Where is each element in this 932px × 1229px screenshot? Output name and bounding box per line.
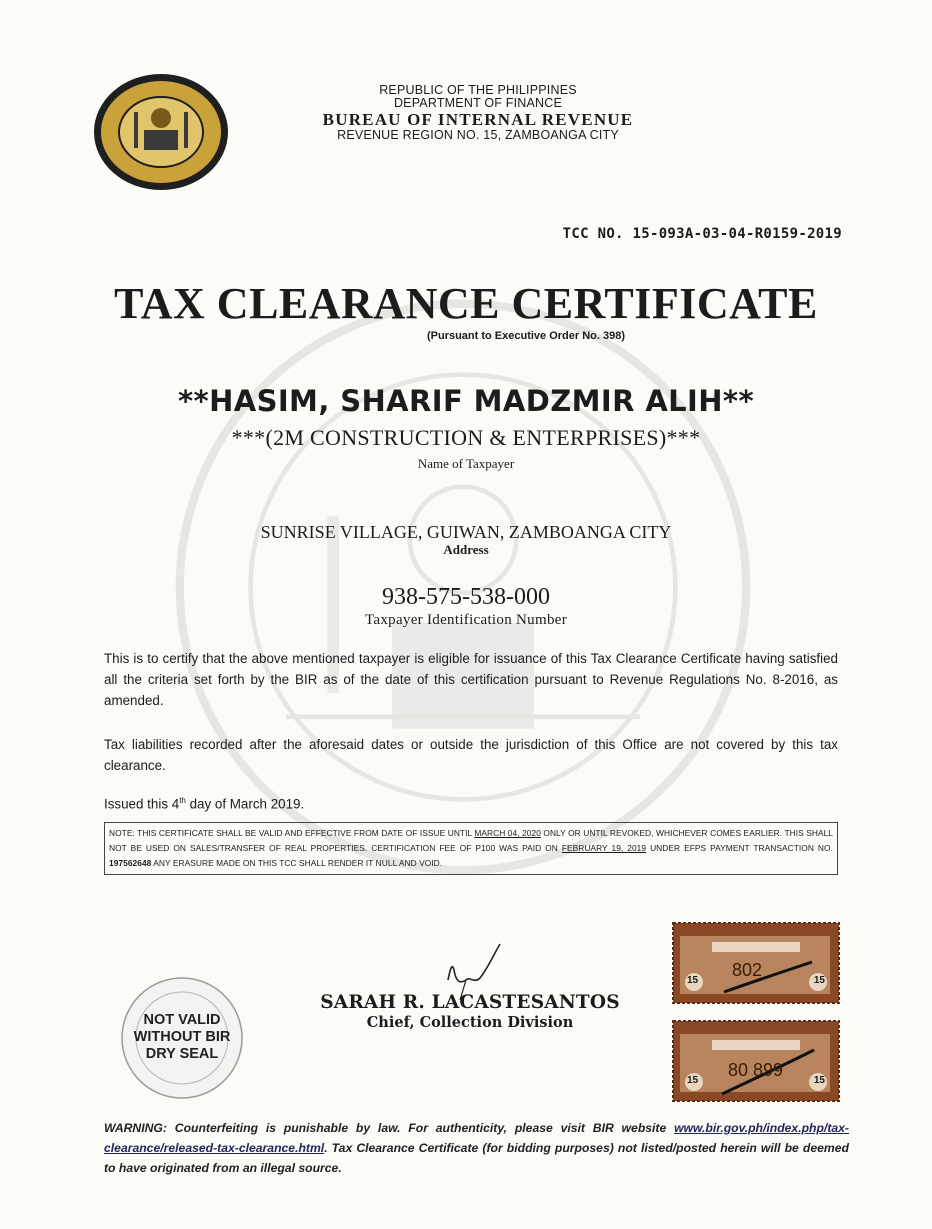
- header-republic: REPUBLIC OF THE PHILIPPINES: [379, 83, 577, 97]
- counterfeit-warning: [104, 1118, 849, 1178]
- issued-prefix: Issued this 4: [104, 796, 180, 812]
- stamp-2-denom-right: 15: [813, 1075, 825, 1086]
- note-part2: ONLY OR UNTIL REVOKED, WHICHEVER COMES EARLIER. THIS SHALL NOT BE USED ON SALES/TRANSFER OF REAL PROPERTIES. CERTIFICATION FEE OF P100 WAS PAID ON: [109, 828, 833, 853]
- dry-seal-notice: [120, 976, 244, 1100]
- page-subtitle: (Pursuant to Executive Order No. 398): [426, 330, 626, 342]
- issued-date: [104, 790, 838, 814]
- certification-paragraph: This is to certify that the above mentioned taxpayer is eligible for issuance of this Tax Clearance Certificate having satisfied all the criteria set forth by the BIR as of the date of this certification pursuant to Revenue Regulations No. 8-2016, as amended.: [104, 651, 838, 708]
- tin-caption: Taxpayer Identification Number: [364, 612, 568, 628]
- coverage-paragraph: Tax liabilities recorded after the aforesaid dates or outside the jurisdiction of this Office are not covered by this tax clearance.: [104, 737, 838, 773]
- stamp-1-denom-left: 15: [687, 975, 699, 986]
- tcc-number: TCC NO. 15-093A-03-04-R0159-2019: [562, 226, 842, 242]
- warning-part1: Counterfeiting is punishable by law. For authenticity, please visit BIR website: [166, 1121, 675, 1135]
- note-valid-until: MARCH 04, 2020: [474, 828, 541, 838]
- note-transaction-no: 197562648: [109, 858, 152, 868]
- stamp-2-denom-left: 15: [687, 1075, 699, 1086]
- page-title: TAX CLEARANCE CERTIFICATE: [114, 279, 818, 328]
- taxpayer-tin: 938-575-538-000: [382, 584, 550, 610]
- header-bureau: BUREAU OF INTERNAL REVENUE: [322, 110, 634, 130]
- stamp-1-denom-right: 15: [813, 975, 825, 986]
- dry-seal-line3: DRY SEAL: [145, 1046, 219, 1062]
- documentary-stamp-1: [672, 922, 840, 1004]
- header-region: REVENUE REGION NO. 15, ZAMBOANGA CITY: [337, 128, 619, 143]
- warning-part2: . Tax Clearance Certificate (for bidding purposes) not listed/posted herein will be deemed to have originated from an illegal source.: [104, 1141, 849, 1175]
- note-part3: UNDER EFPS PAYMENT TRANSACTION NO.: [646, 843, 833, 853]
- documentary-stamp-2: [672, 1020, 840, 1102]
- taxpayer-name: **HASIM, SHARIF MADZMIR ALIH**: [177, 384, 755, 418]
- note-part4: ANY ERASURE MADE ON THIS TCC SHALL RENDER IT NULL AND VOID.: [151, 858, 443, 868]
- address-caption: Address: [443, 542, 489, 557]
- signatory-block: [300, 992, 640, 1031]
- signatory-title: Chief, Collection Division: [366, 1014, 574, 1031]
- bir-seal-logo-icon: [92, 72, 230, 192]
- dry-seal-line2: WITHOUT BIR: [133, 1029, 231, 1045]
- agency-header: [278, 84, 678, 142]
- dry-seal-line1: NOT VALID: [143, 1012, 221, 1028]
- note-part1: NOTE: THIS CERTIFICATE SHALL BE VALID AND EFFECTIVE FROM DATE OF ISSUE UNTIL: [109, 828, 475, 838]
- header-department: DEPARTMENT OF FINANCE: [393, 96, 563, 111]
- warning-label: WARNING:: [104, 1121, 167, 1135]
- taxpayer-address: SUNRISE VILLAGE, GUIWAN, ZAMBOANGA CITY: [260, 522, 672, 542]
- validity-note: [104, 822, 838, 875]
- name-caption: Name of Taxpayer: [417, 456, 515, 471]
- stamp-2-serial: 80 899: [728, 1060, 784, 1080]
- note-paid-on: FEBRUARY 19, 2019: [561, 843, 647, 853]
- signatory-name: SARAH R. LACASTESANTOS: [320, 992, 620, 1013]
- issued-sup: th: [179, 796, 186, 805]
- taxpayer-business: ***(2M CONSTRUCTION & ENTERPRISES)***: [231, 425, 701, 450]
- stamp-1-serial: 802: [732, 960, 763, 980]
- issued-suffix: day of March 2019.: [185, 796, 305, 812]
- bir-website-link[interactable]: www.bir.gov.ph/index.php/tax-clearance/released-tax-clearance.html: [104, 1121, 849, 1155]
